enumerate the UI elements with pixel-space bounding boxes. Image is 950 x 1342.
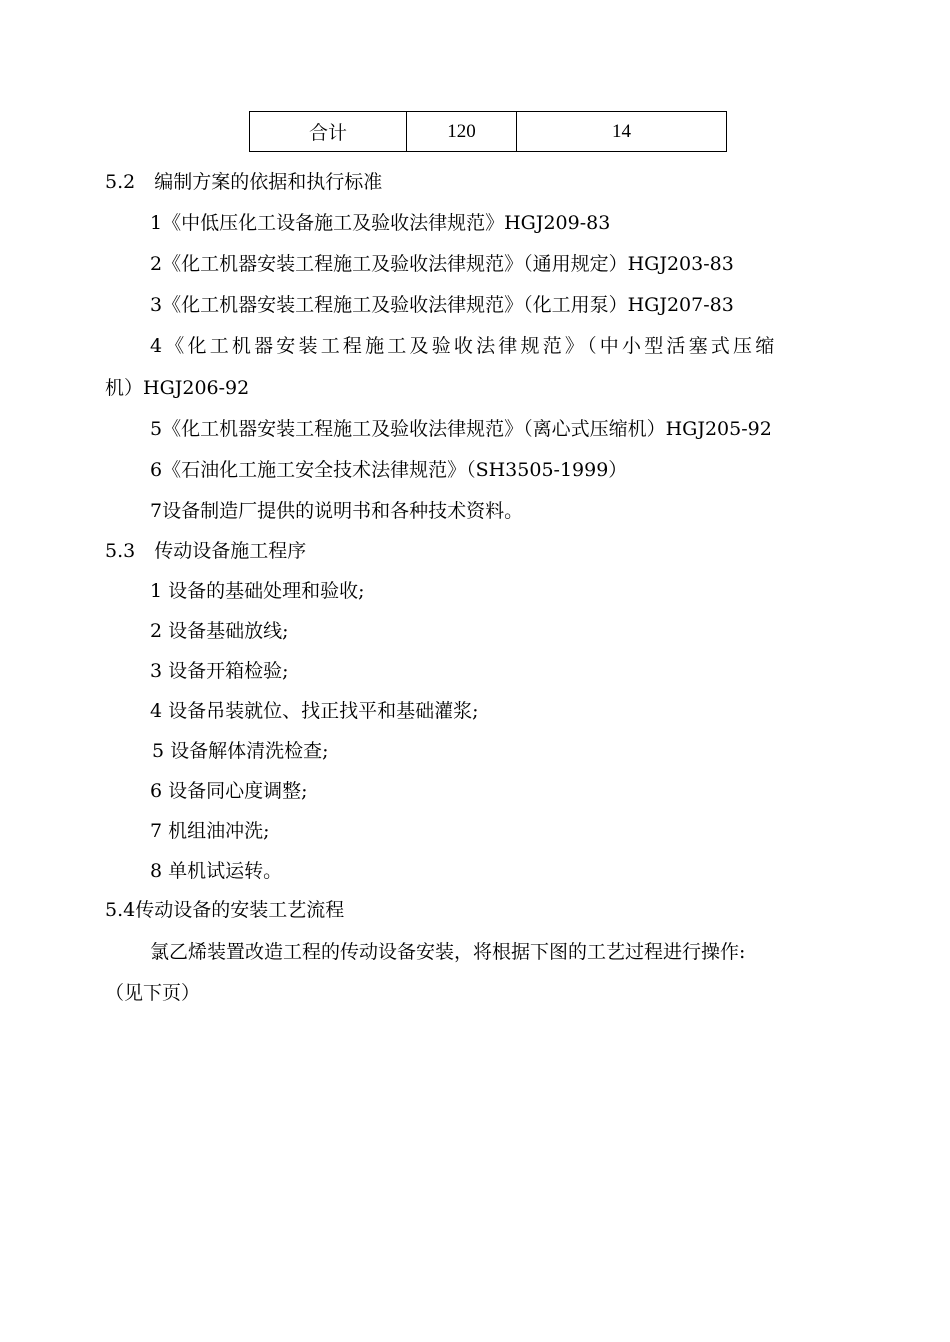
standard-item-3: 3《化工机器安装工程施工及验收法律规范》（化工用泵）HGJ207-83 (150, 294, 734, 316)
summary-table (249, 111, 727, 152)
section-5-3-heading: 5.3 传动设备施工程序 (105, 540, 307, 562)
standard-item-4-line-1: 4《化工机器安装工程施工及验收法律规范》（中小型活塞式压缩 (150, 335, 778, 357)
procedure-step-2: 2 设备基础放线; (150, 620, 289, 642)
procedure-step-3: 3 设备开箱检验; (150, 660, 289, 682)
section-5-4-paragraph: 氯乙烯装置改造工程的传动设备安装，将根据下图的工艺过程进行操作: (150, 941, 746, 963)
standard-item-1: 1《中低压化工设备施工及验收法律规范》HGJ209-83 (150, 212, 611, 234)
standard-item-4-line-2: 机）HGJ206-92 (105, 377, 250, 399)
procedure-step-7: 7 机组油冲洗; (150, 820, 270, 842)
standard-item-6: 6《石油化工施工安全技术法律规范》（SH3505-1999） (150, 459, 628, 481)
section-5-2-heading: 5.2 编制方案的依据和执行标准 (105, 171, 383, 193)
total-label-cell: 合计 (250, 112, 407, 151)
standard-item-7: 7设备制造厂提供的说明书和各种技术资料。 (150, 500, 524, 522)
total-value-cell-2: 14 (612, 120, 631, 142)
procedure-step-4: 4 设备吊装就位、找正找平和基础灌浆; (150, 700, 479, 722)
section-5-4-heading: 5.4传动设备的安装工艺流程 (105, 899, 345, 921)
procedure-step-8: 8 单机试运转。 (150, 860, 283, 882)
procedure-step-1: 1 设备的基础处理和验收; (150, 580, 365, 602)
total-value-cell-1: 120 (407, 112, 517, 151)
procedure-step-5: 5 设备解体清洗检查; (152, 740, 329, 762)
see-next-page-note: （见下页） (105, 982, 201, 1004)
procedure-step-6: 6 设备同心度调整; (150, 780, 308, 802)
standard-item-5: 5《化工机器安装工程施工及验收法律规范》（离心式压缩机）HGJ205-92 (150, 418, 772, 440)
standard-item-2: 2《化工机器安装工程施工及验收法律规范》（通用规定）HGJ203-83 (150, 253, 734, 275)
